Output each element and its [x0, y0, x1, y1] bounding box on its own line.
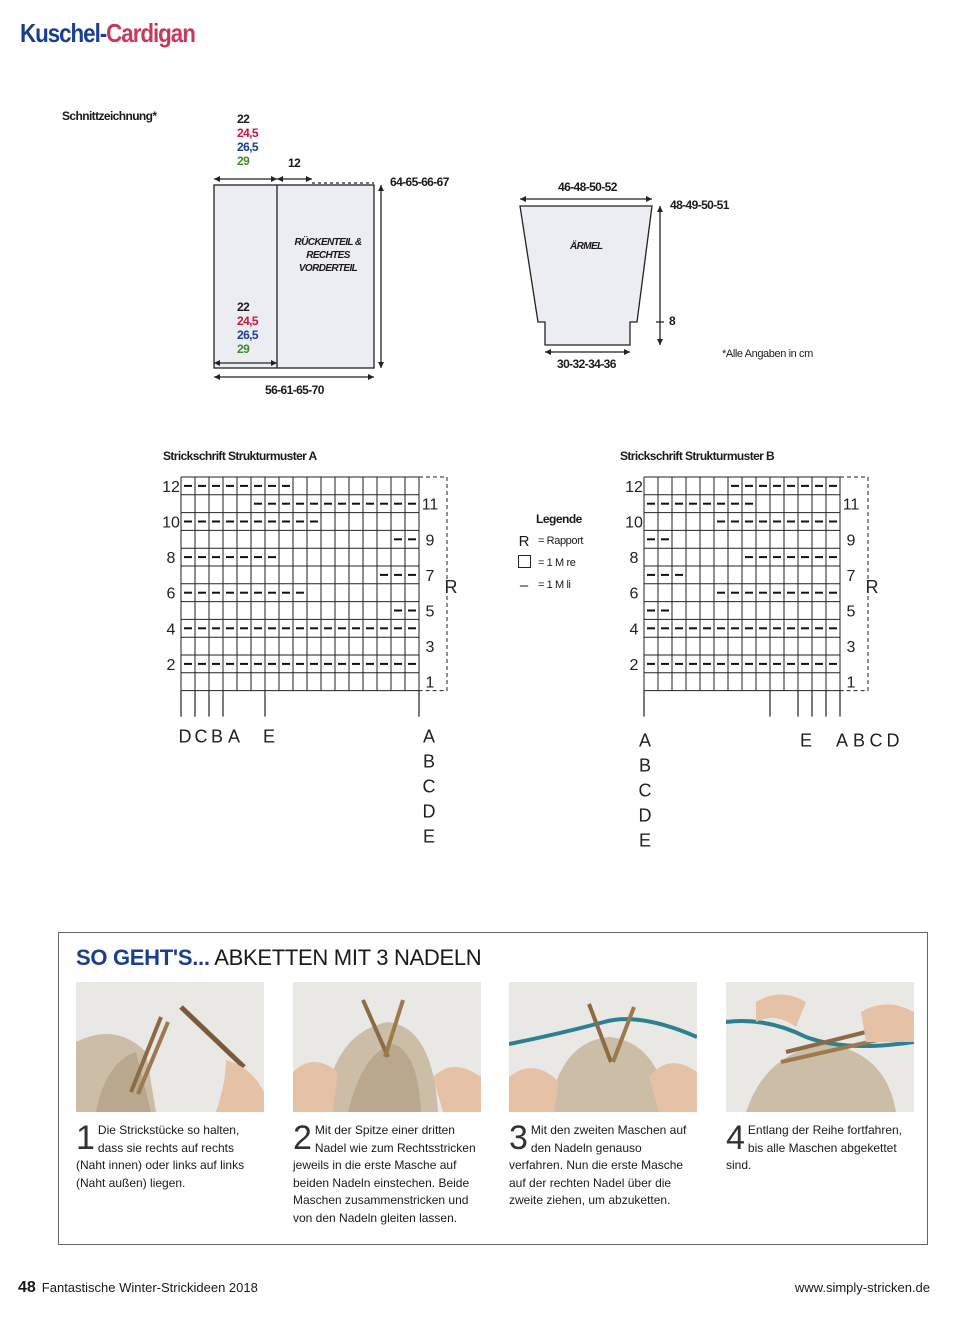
chart-a-marker: A [227, 726, 241, 747]
footer-url[interactable]: www.simply-stricken.de [794, 1280, 930, 1295]
chart-b-marker: B [852, 730, 866, 751]
chart-b-row-label-right: 3 [846, 639, 856, 657]
chart-a-row-label-left: 2 [166, 656, 176, 674]
footer-left [18, 1279, 258, 1297]
howto-step [726, 982, 914, 1175]
step-text: 2 Mit der Spitze einer dritten Nadel wie zum Rechtsstricken jeweils in die erste Masche auf beiden Nadeln einstechen. Beide Maschen zusammenstricken und von den Nadeln gleiten lassen. [293, 1119, 476, 1225]
chart-b-row-label-left: 12 [625, 478, 643, 496]
chart-a-marker: B [210, 726, 224, 747]
chart-b-row-label-left: 6 [629, 585, 639, 603]
chart-a-row-label-left: 6 [166, 585, 176, 603]
chart-a-row-label-right: 7 [425, 567, 435, 585]
chart-a-marker: B [422, 751, 436, 772]
measurements-note: *Alle Angaben in cm [722, 348, 813, 360]
body-width-top-2: 12 [288, 156, 301, 170]
chart-b-row-label-left: 4 [629, 621, 639, 639]
body-label: RÜCKENTEIL & RECHTES VORDERTEIL [294, 237, 362, 274]
legend-item: R = Rapport [514, 530, 624, 552]
chart-a-marker: E [422, 826, 436, 847]
chart-a-rapport-label: R [444, 576, 458, 597]
legend-symbol: R [518, 532, 530, 550]
step-number: 4 [726, 1119, 745, 1157]
chart-b-row-label-right: 7 [846, 567, 856, 585]
size-value: 24,5 [237, 126, 258, 140]
publication-name: Fantastische Winter-Strickideen 2018 [41, 1280, 258, 1295]
chart-b-marker: E [799, 730, 813, 751]
chart-b-marker: D [886, 730, 900, 751]
legend-heading: Legende [536, 512, 582, 526]
chart-a-row-label-left: 8 [166, 550, 176, 568]
chart-a-marker: D [178, 726, 192, 747]
size-value: 64-65-66-67 [390, 175, 449, 189]
chart-b-marker: C [638, 780, 652, 801]
chart-a-row-label-right: 1 [425, 674, 435, 692]
chart-a-marker: E [262, 726, 276, 747]
schematic-heading: Schnittzeichnung* [62, 109, 157, 123]
chart-b-marker: E [638, 830, 652, 851]
chart-a-row-label-left: 4 [166, 621, 176, 639]
step-text: 4 Entlang der Reihe fortfahren, bis alle Maschen abgekettet sind. [726, 1119, 903, 1172]
sleeve-label: ÄRMEL [570, 241, 603, 252]
chart-a-row-label-right: 5 [425, 603, 435, 621]
size-value: 26,5 [237, 328, 258, 342]
step-number: 3 [509, 1119, 528, 1157]
size-value: 26,5 [237, 140, 258, 154]
chart-a-row-label-right: 3 [425, 639, 435, 657]
chart-b-marker: A [638, 730, 652, 751]
legend [514, 512, 624, 596]
chart-b-marker: A [835, 730, 849, 751]
chart-b-row-label-right: 11 [842, 496, 860, 514]
howto-box [58, 932, 928, 1245]
chart-a-row-label-right: 9 [425, 532, 435, 550]
chart-b-row-label-right: 9 [846, 532, 856, 550]
step-photo [76, 982, 264, 1112]
chart-b-marker: B [638, 755, 652, 776]
chart-a-marker: C [422, 776, 436, 797]
chart-b-row-label-left: 10 [625, 514, 643, 532]
chart-a-marker: D [422, 801, 436, 822]
legend-item: – = 1 M li [514, 574, 624, 596]
knit-stitch-box-icon [518, 555, 531, 568]
size-value: 24,5 [237, 314, 258, 328]
chart-a-row-label-left: 10 [162, 514, 180, 532]
chart-b-row-label-right: 1 [846, 674, 856, 692]
sleeve-bottom-width: 30-32-34-36 [557, 357, 616, 371]
chart-a-row-label-left: 12 [162, 478, 180, 496]
step-photo [293, 982, 481, 1112]
sleeve-cuff-height: 8 [669, 314, 676, 328]
step-text: 3 Mit den zweiten Maschen auf den Nadeln genauso verfahren. Nun die erste Masche auf der rechten Nadel über die zweite ziehen, um abzuketten. [509, 1119, 687, 1207]
legend-symbol: – [519, 576, 529, 594]
legend-item: = 1 M re [514, 552, 624, 574]
howto-step [509, 982, 697, 1210]
page-number: 48 [18, 1279, 36, 1296]
howto-step [76, 982, 264, 1192]
chart-b-marker: D [638, 805, 652, 826]
step-photo [509, 982, 697, 1112]
chart-b-marker: C [869, 730, 883, 751]
sleeve-height: 48-49-50-51 [670, 198, 729, 212]
howto-step [293, 982, 481, 1227]
step-photo [726, 982, 914, 1112]
chart-b-rapport-label: R [865, 576, 879, 597]
chart-a-title: Strickschrift Strukturmuster A [163, 449, 317, 463]
size-value: 29 [237, 342, 250, 356]
chart-b-title: Strickschrift Strukturmuster B [620, 449, 775, 463]
page-title: Kuschel-Cardigan [20, 18, 195, 48]
size-value: 29 [237, 154, 250, 168]
chart-a-marker: C [194, 726, 208, 747]
chart-b-row-label-left: 8 [629, 550, 639, 568]
size-value: 22 [237, 112, 250, 126]
howto-title: SO GEHT'S... ABKETTEN MIT 3 NADELN [76, 945, 482, 970]
chart-a-marker: A [422, 726, 436, 747]
chart-a-row-label-right: 11 [421, 496, 439, 514]
body-bottom-width: 56-61-65-70 [265, 383, 324, 397]
step-number: 1 [76, 1119, 95, 1157]
size-value: 22 [237, 300, 250, 314]
step-number: 2 [293, 1119, 312, 1157]
step-text: 1 Die Strickstücke so halten, dass sie rechts auf rechts (Naht innen) oder links auf links (Naht außen) liegen. [76, 1119, 245, 1190]
sleeve-top-width: 46-48-50-52 [558, 180, 617, 194]
chart-b-row-label-left: 2 [629, 656, 639, 674]
chart-b-row-label-right: 5 [846, 603, 856, 621]
